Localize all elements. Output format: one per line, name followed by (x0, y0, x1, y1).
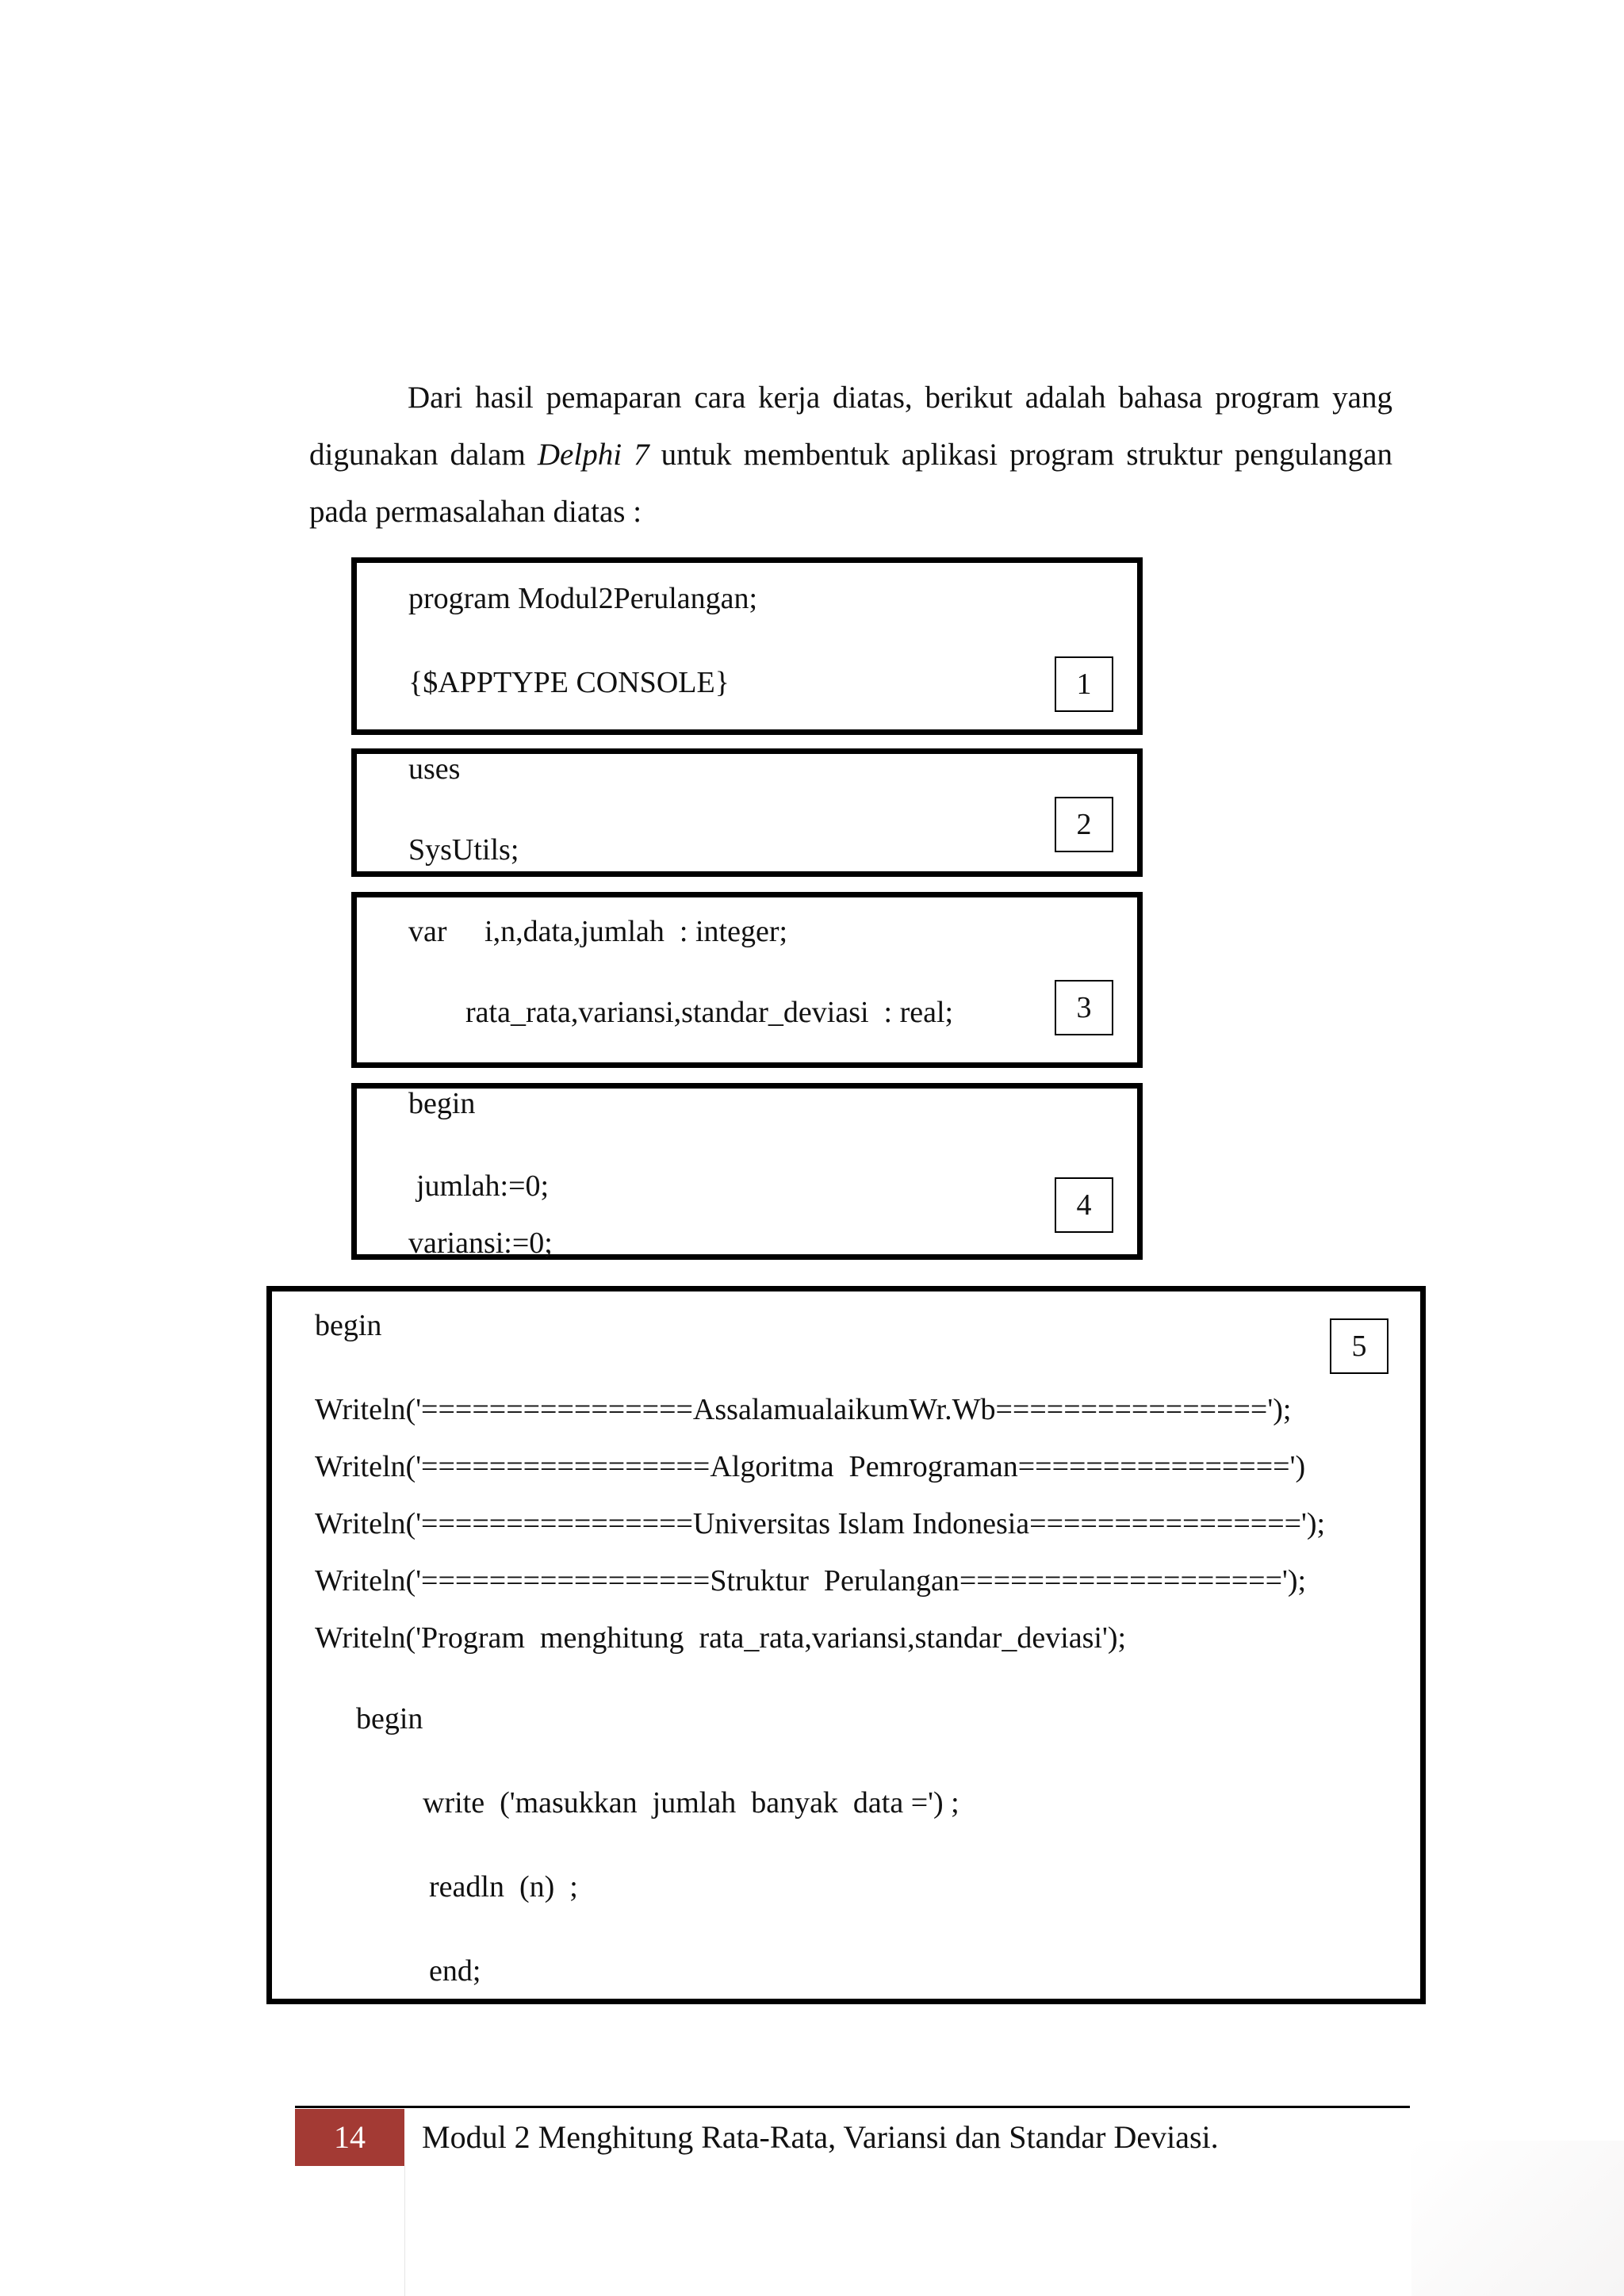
block-number-label: 4 (1055, 1177, 1113, 1233)
code-line: variansi:=0; (408, 1226, 553, 1260)
code-line: Writeln('=================Algoritma Pemrograman================') (315, 1450, 1306, 1483)
code-line: Writeln('================AssalamualaikumWr.Wb================'); (315, 1393, 1292, 1426)
block-number-label: 5 (1330, 1318, 1388, 1374)
block-number-label: 2 (1055, 797, 1113, 852)
code-block-2 (351, 748, 1143, 877)
footer-title: Modul 2 Menghitung Rata-Rata, Variansi dan Standar Deviasi. (422, 2119, 1219, 2155)
block-number-label: 1 (1055, 656, 1113, 712)
intro-text-part2: untuk membentuk aplikasi program struktur pengulangan pada permasalahan diatas : (309, 438, 1392, 529)
code-line: rata_rata,variansi,standar_deviasi : real; (465, 996, 954, 1029)
code-block-1 (351, 557, 1143, 735)
code-line: write ('masukkan jumlah banyak data =') ; (423, 1786, 959, 1820)
intro-text-part1: Dari hasil pemaparan cara kerja diatas, berikut adalah bahasa program yang digunakan dalam (309, 381, 1392, 472)
code-line: Writeln('=================Struktur Perulangan==================='); (315, 1564, 1307, 1598)
code-line: {$APPTYPE CONSOLE} (408, 666, 730, 699)
code-line: end; (429, 1954, 481, 1988)
code-block-4 (351, 1083, 1143, 1260)
intro-paragraph (309, 369, 1392, 541)
page-number: 14 (295, 2109, 404, 2166)
code-block-3 (351, 892, 1143, 1068)
code-block-5 (266, 1286, 1426, 2004)
code-line: var i,n,data,jumlah : integer; (408, 915, 788, 948)
code-line: Writeln('Program menghitung rata_rata,variansi,standar_deviasi'); (315, 1621, 1127, 1655)
corner-shading (1411, 2141, 1624, 2296)
code-line: readln (n) ; (429, 1870, 578, 1904)
code-line: program Modul2Perulangan; (408, 582, 758, 615)
code-line: uses (408, 752, 461, 786)
code-line: jumlah:=0; (416, 1169, 550, 1203)
code-line: SysUtils; (408, 833, 519, 867)
footer-rule (295, 2106, 1410, 2108)
code-line: Writeln('================Universitas Islam Indonesia================'); (315, 1507, 1326, 1540)
code-line: begin (356, 1702, 423, 1735)
code-line: begin (408, 1087, 476, 1120)
block-number-label: 3 (1055, 980, 1113, 1035)
code-line: begin (315, 1309, 382, 1342)
footer-divider (404, 2166, 405, 2296)
intro-emphasis: Delphi 7 (537, 438, 649, 472)
